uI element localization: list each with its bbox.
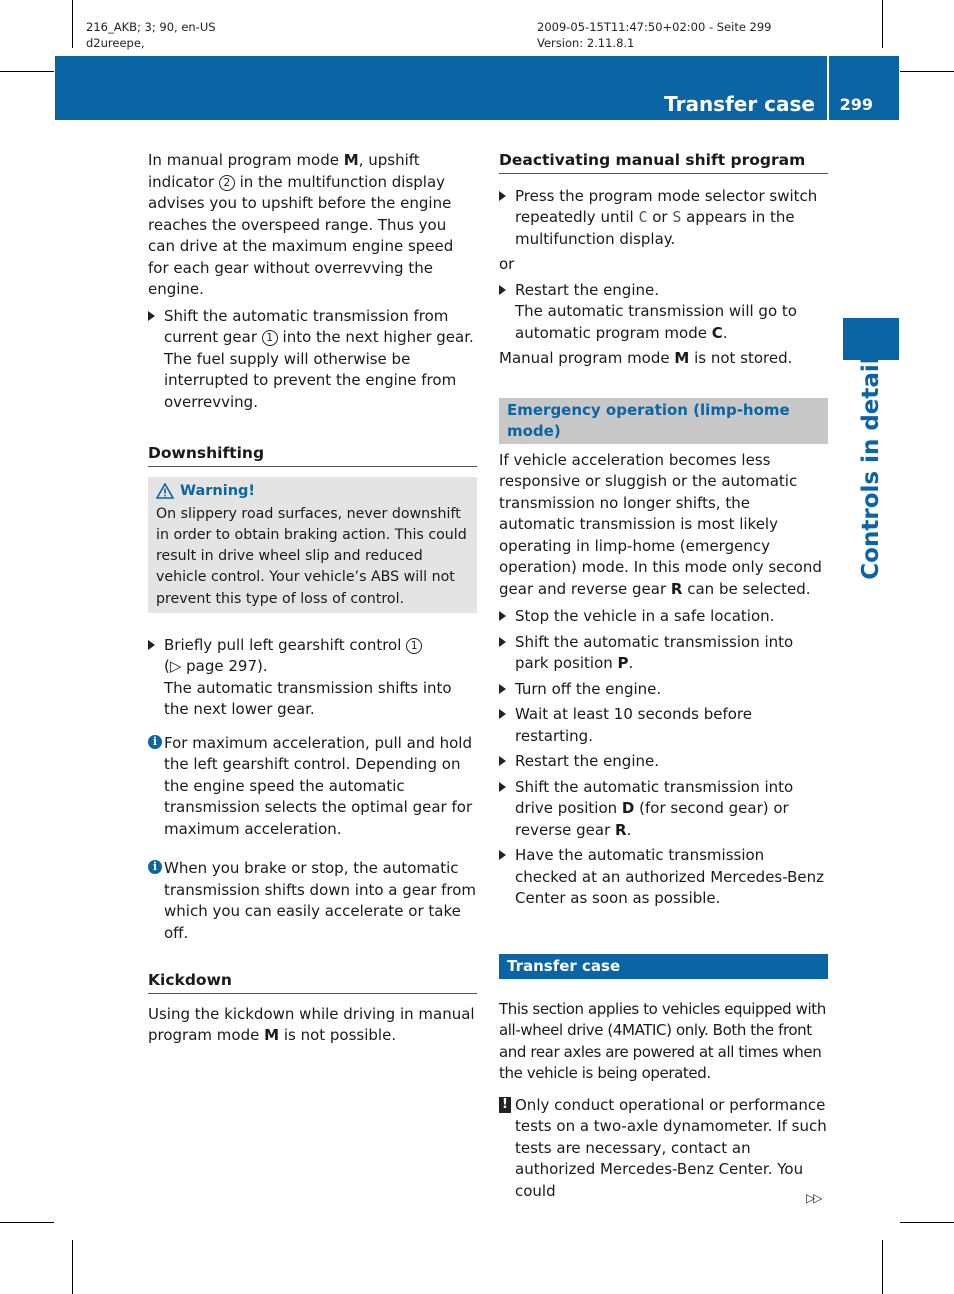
text: . (626, 820, 632, 839)
text: into the next higher gear. (277, 328, 474, 346)
text: in the multifunction display advises you to upshift before the engine reaches the overspeed range. Thus you can drive at the maximum engine speed for each gear without overrevving the engine. (148, 172, 454, 298)
step-park-position (499, 632, 828, 675)
text: . (628, 654, 634, 672)
crop-mark (882, 0, 883, 48)
crop-mark (882, 1240, 883, 1294)
step-stop-vehicle (499, 606, 828, 628)
step-downshift (148, 635, 477, 721)
text: is not stored. (689, 349, 793, 367)
bullet-arrow-icon (499, 285, 506, 295)
step-have-checked (499, 845, 828, 910)
text: Stop the vehicle in a safe location. (515, 607, 775, 625)
text: Using the kickdown while driving in manual program mode (148, 1004, 475, 1045)
bullet-arrow-icon (499, 191, 506, 201)
warning-title-text: Warning! (180, 482, 256, 499)
emergency-intro (499, 450, 828, 601)
text: Shift the automatic transmission into drive position (515, 777, 794, 817)
text: can be selected. (682, 579, 811, 598)
bullet-arrow-icon (148, 640, 155, 650)
heading-emergency-operation: Emergency operation (limp-home mode) (499, 398, 828, 444)
text: . (722, 323, 728, 342)
page-reference-link[interactable]: (▷ page 297). (164, 657, 268, 676)
text: Shift the automatic transmission from current gear (164, 306, 449, 346)
step-drive-position (499, 777, 828, 842)
text: Manual program mode (499, 349, 675, 367)
callout-2-icon: 2 (219, 175, 235, 191)
bold-text: M (264, 1026, 280, 1045)
step-restart-engine (499, 751, 828, 773)
bold-text: C (711, 323, 723, 342)
print-meta-right (537, 19, 772, 51)
crop-mark (0, 71, 54, 72)
callout-1-icon: 1 (406, 638, 422, 654)
info-text: For maximum acceleration, pull and hold the left gearshift control. Depending on the engine speed the automatic transmission selects the optimal gear for maximum acceleration. (164, 733, 473, 838)
bold-text: M (674, 349, 690, 367)
bold-text: R (615, 820, 627, 839)
chapter-label: Controls in detail (858, 356, 884, 580)
bullet-arrow-icon (499, 850, 506, 860)
text: Press the program mode selector switch repeatedly until (515, 186, 818, 226)
info-icon: i (148, 735, 162, 749)
heading-kickdown: Kickdown (148, 970, 477, 994)
bullet-arrow-icon (499, 611, 506, 621)
crop-mark (900, 71, 954, 72)
meta-line: 216_AKB; 3; 90, en-US (86, 20, 216, 34)
step-upshift (148, 306, 477, 414)
text: or (647, 208, 673, 226)
crop-mark (72, 0, 73, 48)
bullet-arrow-icon (499, 637, 506, 647)
continue-arrows-icon: ▷▷ (806, 1191, 821, 1205)
step-turn-off-engine (499, 679, 828, 701)
info-text: When you brake or stop, the automatic transmission shifts down into a gear from which you can easily accelerate or take off. (164, 859, 477, 942)
callout-1-icon: 1 (262, 330, 278, 346)
or-text: or (499, 255, 515, 273)
page-number: 299 (839, 95, 873, 114)
print-meta-left (86, 19, 216, 51)
not-stored-text (499, 348, 828, 370)
bullet-arrow-icon (499, 756, 506, 766)
transfer-intro: This section applies to vehicles equipped with all-wheel drive (4MATIC) only. Both the front and rear axles are powered at all times when the vehicle is being operated. (499, 999, 826, 1082)
meta-line: d2ureepe, (86, 36, 145, 50)
upshift-intro (148, 150, 477, 301)
notice-text: Only conduct operational or performance tests on a two-axle dynamometer. If such tests are necessary, contact an authorized Mercedes-Benz Center. You could (515, 1095, 827, 1200)
step-wait (499, 704, 828, 747)
meta-line: Version: 2.11.8.1 (537, 36, 635, 50)
info-icon: i (148, 860, 162, 874)
bullet-arrow-icon (499, 709, 506, 719)
bullet-arrow-icon (499, 684, 506, 694)
step-result: The fuel supply will otherwise be interrupted to prevent the engine from overrevving. (164, 349, 457, 411)
heading-downshifting: Downshifting (148, 443, 477, 467)
info-note (148, 733, 477, 841)
heading-transfer-case: Transfer case (499, 954, 828, 979)
bold-text: M (343, 151, 359, 169)
step-result: The automatic transmission shifts into the next lower gear. (164, 678, 452, 719)
chapter-tab (843, 318, 899, 360)
exclamation-icon: ! (499, 1097, 511, 1113)
info-note (148, 858, 477, 944)
display-symbol: S (672, 208, 682, 226)
meta-line: 2009-05-15T11:47:50+02:00 - Seite 299 (537, 20, 772, 34)
text: Restart the engine. (515, 280, 659, 299)
text: If vehicle acceleration becomes less responsive or sluggish or the automatic transmission no longer shifts, the automatic transmission is most likely operating in limp-home (emergency operation) mode. In this mode only second gear and reverse gear (499, 450, 822, 598)
section-title: Transfer case (664, 92, 815, 116)
crop-mark (72, 1240, 73, 1294)
bold-text: D (621, 799, 635, 817)
kickdown-text (148, 1004, 477, 1047)
crop-mark (0, 1222, 54, 1223)
warning-triangle-icon (156, 483, 174, 499)
bullet-arrow-icon (499, 782, 506, 792)
text: The automatic transmission will go to automatic program mode (515, 302, 797, 342)
text: Turn off the engine. (515, 679, 662, 698)
page-header (55, 56, 899, 120)
text: Briefly pull left gearshift control (164, 635, 407, 654)
text: In manual program mode (148, 151, 344, 169)
bold-text: R (670, 579, 683, 598)
heading-deactivating: Deactivating manual shift program (499, 150, 828, 174)
warning-text: On slippery road surfaces, never downshift in order to obtain braking action. This could result in drive wheel slip and reduced vehicle control. Your vehicle’s ABS will not prevent this type of loss of control. (156, 505, 467, 607)
step-press-selector (499, 186, 828, 251)
step-result (515, 301, 828, 344)
text: (for second gear) or reverse gear (515, 799, 789, 839)
step-restart (499, 280, 828, 345)
display-symbol: C (638, 208, 648, 226)
crop-mark (900, 1222, 954, 1223)
text: Have the automatic transmission checked at an authorized Mercedes-Benz Center as soon as possible. (515, 846, 825, 907)
bold-text: P (617, 654, 629, 672)
left-column (148, 150, 477, 1051)
right-column (499, 150, 828, 1202)
warning-box (148, 477, 477, 613)
text: Shift the automatic transmission into park position (515, 632, 794, 672)
notice-note (499, 1095, 828, 1203)
text: Restart the engine. (515, 752, 659, 770)
header-divider (827, 56, 829, 120)
text: is not possible. (279, 1026, 397, 1045)
text: appears in the multifunction display. (515, 208, 795, 248)
warning-title (156, 481, 469, 502)
text: , upshift indicator (148, 151, 420, 191)
text: Wait at least 10 seconds before restarting. (515, 705, 752, 745)
bullet-arrow-icon (148, 311, 155, 321)
